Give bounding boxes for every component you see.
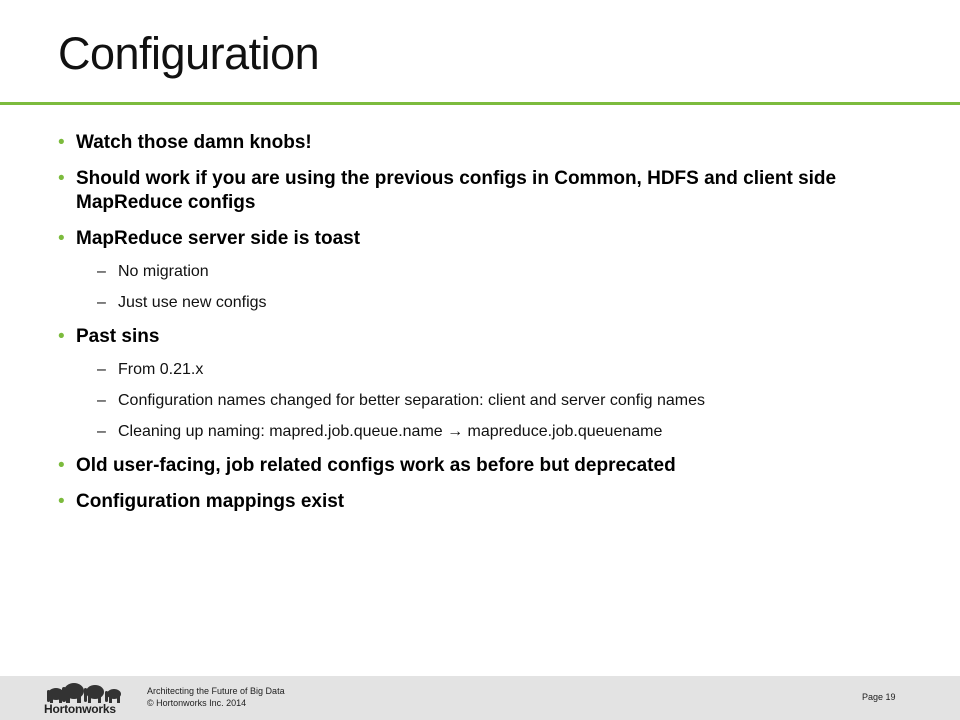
sub-bullet-text: No migration <box>118 263 209 280</box>
bullet-dot-icon: • <box>58 326 65 347</box>
slide-content <box>58 120 918 514</box>
sub-bullet-text: Configuration names changed for better separation: client and server config names <box>118 392 706 409</box>
bullet-text: Watch those damn knobs! <box>76 132 312 153</box>
sub-bullet-item <box>58 360 918 380</box>
dash-icon: – <box>97 294 106 311</box>
bullet-item <box>58 227 918 251</box>
hortonworks-logo <box>44 680 130 718</box>
dash-icon: – <box>97 263 106 280</box>
bullet-text: Should work if you are using the previous configs in Common, HDFS and client side MapReduce configs <box>76 168 837 213</box>
sub-bullet-item <box>58 293 918 313</box>
logo-wordmark: Hortonworks <box>44 702 116 716</box>
page-number: Page 19 <box>862 692 896 702</box>
bullet-text: MapReduce server side is toast <box>76 228 361 249</box>
bullet-dot-icon: • <box>58 455 65 476</box>
bullet-text: Past sins <box>76 326 160 347</box>
sub-bullet-item <box>58 391 918 411</box>
sub-bullet-text: From 0.21.x <box>118 361 204 378</box>
sub-bullet-item <box>58 262 918 282</box>
bullet-text: Old user-facing, job related configs work as before but deprecated <box>76 455 676 476</box>
bullet-item <box>58 454 918 478</box>
bullet-item <box>58 131 918 155</box>
slide-title: Configuration <box>58 28 320 79</box>
bullet-dot-icon: • <box>58 491 65 512</box>
elephant-herd-icon <box>44 680 130 704</box>
bullet-dot-icon: • <box>58 168 65 189</box>
sub-bullet-item <box>58 422 918 442</box>
dash-icon: – <box>97 361 106 378</box>
dash-icon: – <box>97 423 106 440</box>
bullet-item <box>58 490 918 514</box>
bullet-text: Configuration mappings exist <box>76 491 345 512</box>
footer-copyright: © Hortonworks Inc. 2014 <box>147 698 247 708</box>
title-divider <box>0 102 960 105</box>
slide-footer <box>0 676 960 720</box>
sub-bullet-text: Just use new configs <box>118 294 267 311</box>
bullet-item <box>58 167 918 215</box>
footer-tagline: Architecting the Future of Big Data <box>147 686 285 696</box>
bullet-item <box>58 325 918 349</box>
bullet-dot-icon: • <box>58 228 65 249</box>
dash-icon: – <box>97 392 106 409</box>
bullet-dot-icon: • <box>58 132 65 153</box>
sub-bullet-text: Cleaning up naming: mapred.job.queue.name → mapreduce.job.queuename <box>118 423 663 440</box>
